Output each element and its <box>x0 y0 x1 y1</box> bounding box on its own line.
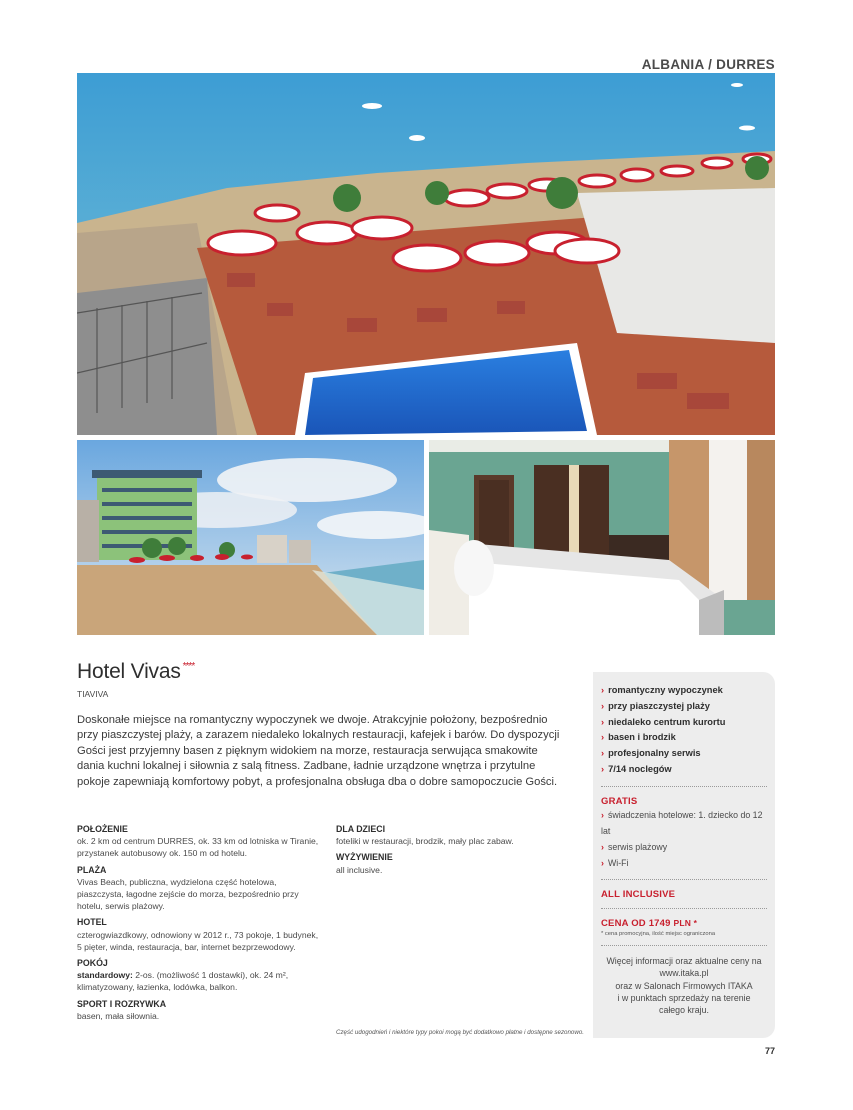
all-inclusive-label: ALL INCLUSIVE <box>601 888 676 900</box>
feature-label: niedaleko centrum kurortu <box>608 716 726 727</box>
feature-label: romantyczny wypoczynek <box>608 685 723 695</box>
more-info-line: i w punktach sprzedaży na terenie <box>617 993 751 1003</box>
region-label: ALBANIA / DURRES <box>641 57 775 72</box>
details-right-column <box>336 823 576 876</box>
chevron-right-icon: › <box>601 809 604 820</box>
feature-label: profesjonalny serwis <box>608 748 701 759</box>
hotel-pool-photo <box>77 73 775 435</box>
feature-label: przy piaszczystej plaży <box>608 700 710 711</box>
details-left-column <box>77 823 325 1022</box>
divider <box>601 786 767 787</box>
divider <box>601 945 767 946</box>
plaza-text: Vivas Beach, publiczna, wydzielona część hotelowa, piaszczysta, łagodne zejście do morza, bezpośrednio przy hotelu, serwis plażowy. <box>77 876 299 912</box>
hotel-stars-icon: **** <box>182 661 195 672</box>
pokoj-heading: POKÓJ <box>77 958 108 969</box>
gratis-heading: GRATIS <box>601 795 638 807</box>
dzieci-text: foteliki w restauracji, brodzik, mały plac zabaw. <box>336 836 514 847</box>
hotel-text: czterogwiazdkowy, odnowiony w 2012 r., 73 pokoje, 1 budynek, 5 pięter, winda, restauracja, bar, internet bezprzewodowy. <box>77 929 319 952</box>
hotel-name: Hotel Vivas <box>77 660 181 683</box>
gratis-label: serwis plażowy <box>607 841 668 852</box>
divider <box>601 908 767 909</box>
footnote: Część udogodnień i niektóre typy pokoi mogą być dodatkowo płatne i dostępne sezonowo. <box>336 1029 585 1036</box>
pokoj-description: 2-os. (możliwość 1 dostawki), ok. 24 m², klimatyzowany, łazienka, lodówka, balkon. <box>77 970 289 993</box>
sport-heading: SPORT I ROZRYWKA <box>77 998 167 1009</box>
chevron-right-icon: › <box>601 716 605 727</box>
offer-sidebar <box>593 672 775 1038</box>
plaza-heading: PLAŻA <box>77 864 107 875</box>
feature-item <box>601 715 767 731</box>
chevron-right-icon: › <box>601 700 605 711</box>
price-currency: PLN * <box>673 917 698 928</box>
chevron-right-icon: › <box>601 685 605 695</box>
pokoj-text <box>77 969 325 993</box>
feature-list <box>601 683 767 778</box>
gratis-item <box>601 855 767 871</box>
more-info-line: oraz w Salonach Firmowych ITAKA <box>615 980 753 991</box>
wyzywienie-text: all inclusive. <box>336 864 383 875</box>
website-link[interactable]: www.itaka.pl <box>659 968 709 979</box>
hotel-heading: HOTEL <box>77 917 107 928</box>
wyzywienie-heading: WYŻYWIENIE <box>336 852 393 863</box>
chevron-right-icon: › <box>601 748 605 759</box>
divider <box>601 879 767 880</box>
feature-item <box>601 730 767 746</box>
hotel-room-photo <box>429 440 775 635</box>
feature-item <box>601 762 767 778</box>
chevron-right-icon: › <box>601 857 604 868</box>
gratis-item <box>601 807 767 839</box>
feature-label: basen i brodzik <box>608 732 676 743</box>
gratis-label: Wi-Fi <box>607 857 629 868</box>
dzieci-heading: DLA DZIECI <box>336 824 386 834</box>
gratis-list <box>601 807 767 871</box>
polozenie-heading: POŁOŻENIE <box>77 824 128 834</box>
hotel-location: TIAVIVA <box>77 689 109 699</box>
hotel-title <box>77 660 194 684</box>
price-note: * cena promocyjna, ilość miejsc ograniczona <box>601 930 716 937</box>
price-value: CENA OD 1749 <box>601 917 671 929</box>
pokoj-type: standardowy: <box>77 970 133 981</box>
feature-label: 7/14 noclegów <box>608 763 672 774</box>
price-label <box>601 918 767 929</box>
gratis-item <box>601 839 767 855</box>
polozenie-text: ok. 2 km od centrum DURRES, ok. 33 km od lotniska w Tiranie, przystanek autobusowy ok. 150 m od hotelu. <box>77 836 319 859</box>
page-number: 77 <box>764 1046 775 1056</box>
more-info-line: Więcej informacji oraz aktualne ceny na <box>606 955 762 966</box>
gratis-label: świadczenia hotelowe: 1. dziecko do 12 lat <box>601 809 763 836</box>
sport-text: basen, mała siłownia. <box>77 1010 160 1021</box>
hotel-description: Doskonałe miejsce na romantyczny wypoczynek we dwoje. Atrakcyjnie położony, bezpośrednio przy piaszczystej plaży, a zarazem niedaleko lokalnych restauracji, kafejek i barów. Do dyspozycji Gości jest przyjemny basen z pięknym widokiem na morze, restauracja serwująca smakowite dania kuchni lokalnej i siłownia z salą fitness. Zadbane, ładnie urządzone wnętrza i przytulne pokoje zapewniają komfortowy pobyt, a profesjonalna obsługa dba o dobre samopoczucie Gości. <box>77 714 560 788</box>
chevron-right-icon: › <box>601 732 605 743</box>
feature-item <box>601 746 767 762</box>
more-info-line: całego kraju. <box>659 1005 709 1016</box>
feature-item <box>601 699 767 715</box>
feature-item <box>601 683 767 699</box>
chevron-right-icon: › <box>601 841 604 852</box>
more-info <box>601 955 767 1017</box>
hotel-beach-photo <box>77 440 424 635</box>
chevron-right-icon: › <box>601 763 605 774</box>
